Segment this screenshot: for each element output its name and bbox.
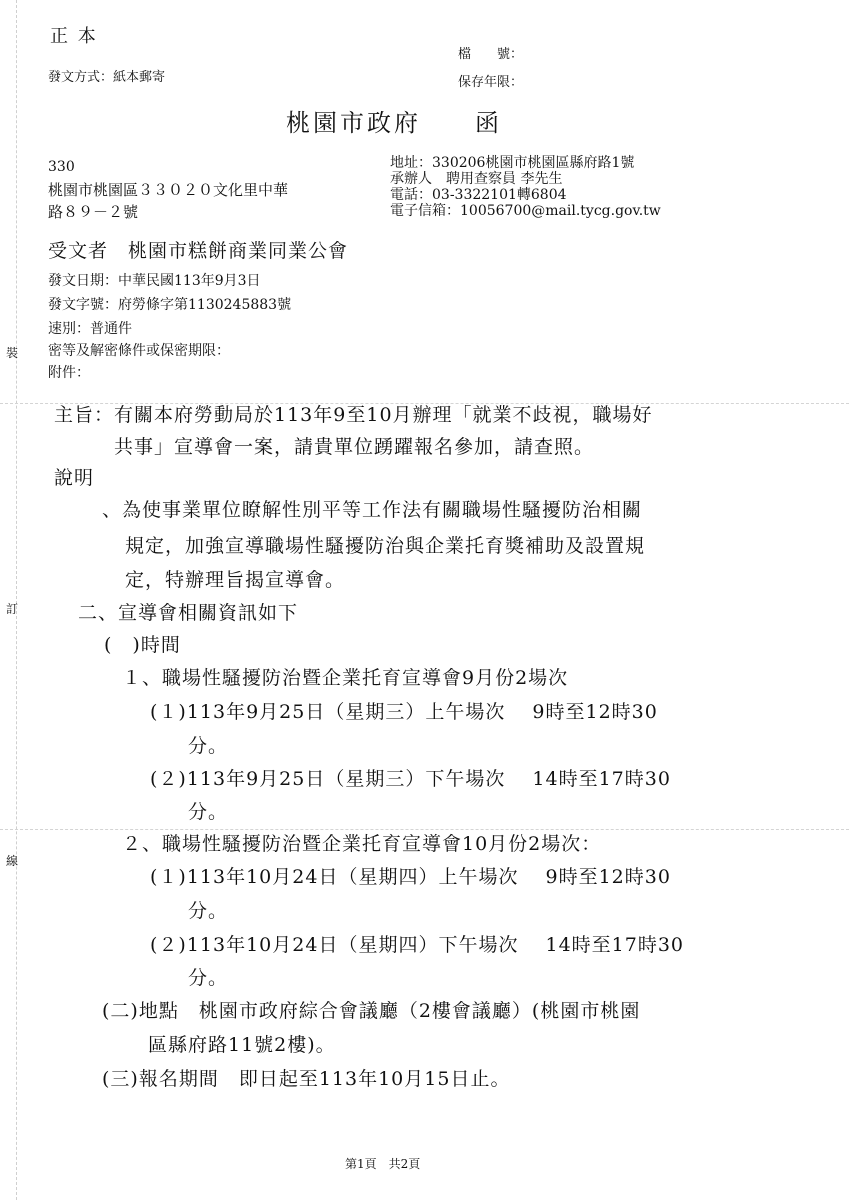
october-afternoon-session: (２)113年10月24日（星期四）下午場次 14時至17時30 — [150, 934, 685, 956]
september-morning-session: (１)113年9月25日（星期三）上午場次 9時至12時30 — [150, 701, 658, 723]
addressee: 受文者 桃園市糕餅商業同業公會 — [48, 240, 349, 262]
venue-line-2: 區縣府路11號2樓)。 — [148, 1034, 336, 1056]
october-morning-session: (１)113年10月24日（星期四）上午場次 9時至12時30 — [150, 866, 671, 888]
explanation-item1-line1: 、為使事業單位瞭解性別平等工作法有關職場性騷擾防治相關 — [102, 499, 643, 521]
september-morning-session-end: 分。 — [188, 735, 229, 757]
october-afternoon-session-end: 分。 — [188, 967, 229, 989]
september-session-heading: １、職場性騷擾防治暨企業托育宣導會9月份2場次 — [122, 667, 569, 689]
attachment-label: 附件： — [48, 365, 90, 381]
sender-contact-person: 承辦人 聘用查察員 李先生 — [390, 171, 563, 187]
time-heading: ( )時間 — [104, 634, 181, 656]
recipient-address-line2: 路８９－２號 — [48, 203, 139, 221]
september-afternoon-session: (２)113年9月25日（星期三）下午場次 14時至17時30 — [150, 768, 671, 790]
subject-line-2: 共事」宣導會一案，請貴單位踴躍報名參加，請查照。 — [114, 436, 595, 458]
binding-mark-xian: 線 — [6, 854, 19, 868]
file-number-label: 檔 號： — [458, 47, 524, 62]
september-afternoon-session-end: 分。 — [188, 801, 229, 823]
explanation-item1-line2: 規定，加強宣導職場性騷擾防治與企業托育獎補助及設置規 — [125, 535, 646, 557]
subject-line-1: 主旨：有關本府勞動局於113年9至10月辦理「就業不歧視，職場好 — [54, 404, 653, 426]
delivery-method: 發文方式：紙本郵寄 — [48, 70, 166, 85]
explanation-heading: 說明 — [54, 467, 95, 489]
issue-date: 發文日期：中華民國113年9月3日 — [48, 273, 261, 289]
binding-mark-zhuang: 裝 — [6, 346, 19, 360]
venue-line-1: (二)地點 桃園市政府綜合會議廳（2樓會議廳）(桃園市桃園 — [102, 1000, 641, 1022]
recipient-address-line1: 桃園市桃園區３３０２０文化里中華 — [48, 181, 289, 199]
security-level: 密等及解密條件或保密期限： — [48, 343, 230, 359]
sender-email: 電子信箱：10056700@mail.tycg.gov.tw — [390, 203, 661, 219]
october-morning-session-end: 分。 — [188, 900, 229, 922]
delivery-speed: 速別：普通件 — [48, 321, 132, 337]
explanation-item1-line3: 定，特辦理旨揭宣導會。 — [125, 569, 346, 591]
explanation-item2-heading: 二、宣導會相關資訊如下 — [78, 602, 299, 624]
page-number: 第1頁 共2頁 — [345, 1157, 421, 1171]
recipient-postal-code: 330 — [48, 159, 75, 175]
binding-mark-ding: 訂 — [6, 602, 19, 616]
document-number: 發文字號：府勞條字第1130245883號 — [48, 297, 292, 313]
sender-address: 地址：330206桃園市桃園區縣府路1號 — [390, 155, 635, 171]
sender-phone: 電話：03-3322101轉6804 — [390, 187, 567, 203]
copy-label: 正 本 — [50, 26, 98, 47]
retention-period-label: 保存年限： — [458, 75, 524, 90]
october-session-heading: ２、職場性騷擾防治暨企業托育宣導會10月份2場次： — [122, 833, 602, 855]
document-title: 桃園市政府 函 — [286, 109, 502, 137]
registration-period: (三)報名期間 即日起至113年10月15日止。 — [102, 1068, 511, 1090]
